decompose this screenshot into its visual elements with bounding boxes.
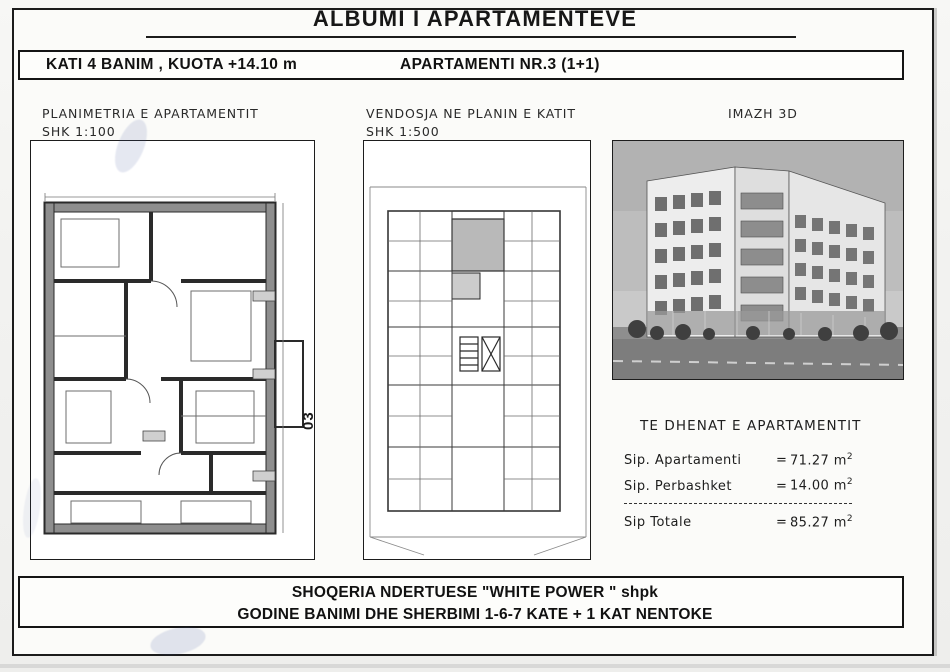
- page-title: ALBUMI I APARTAMENTEVE: [312, 6, 638, 31]
- building-render-graphic: [613, 141, 904, 380]
- data-eq-1: =: [776, 478, 787, 494]
- data-value-shared-area: 14.00 $m^2$: [790, 477, 853, 494]
- floor-key-plan-drawing: [364, 141, 591, 560]
- site-caption: [366, 106, 576, 139]
- render-3d-panel: [612, 140, 904, 380]
- data-separator: [624, 503, 852, 504]
- data-row-shared-area: [624, 477, 904, 493]
- site-caption-text: VENDOSJA NE PLANIN E KATIT: [366, 106, 576, 121]
- plan-caption-text: PLANIMETRIA E APARTAMENTIT: [42, 106, 259, 121]
- data-eq-0: =: [776, 453, 787, 469]
- header-apartment-label: APARTAMENTI NR.3 (1+1): [400, 56, 600, 73]
- data-label-apartment-area: Sip. Apartamenti: [624, 453, 742, 469]
- render-3d-image: [613, 141, 903, 379]
- plan-side-label: 03: [300, 411, 317, 430]
- scan-streak: [0, 664, 950, 668]
- data-eq-2: =: [776, 514, 787, 530]
- data-label-shared-area: Sip. Perbashket: [624, 478, 732, 494]
- data-value-apartment-area: 71.27 $m^2$: [790, 452, 853, 469]
- title-underline: [146, 36, 796, 38]
- render-caption: [728, 106, 798, 121]
- plan-caption: [42, 106, 259, 139]
- floor-key-plan-panel: [363, 140, 591, 560]
- scan-streak: [934, 8, 937, 656]
- apartment-data-table: [624, 452, 904, 539]
- data-label-total-area: Sip Totale: [624, 514, 692, 530]
- data-value-total-area: 85.27 $m^2$: [790, 513, 853, 530]
- floor-plan-drawing: [31, 141, 315, 560]
- apartment-data-title: TE DHENAT E APARTAMENTIT: [640, 418, 862, 434]
- header-floor-label: KATI 4 BANIM , KUOTA +14.10 m: [46, 56, 298, 73]
- render-caption-text: IMAZH 3D: [728, 106, 798, 121]
- floor-plan-panel: [30, 140, 315, 560]
- footer-project-description: GODINE BANIMI DHE SHERBIMI 1-6-7 KATE + 1 KAT NENTOKE: [237, 606, 713, 623]
- plan-scale-text: SHK 1:100: [42, 124, 116, 139]
- footer-company-name: SHOQERIA NDERTUESE "WHITE POWER " shpk: [291, 584, 659, 601]
- data-row-total-area: [624, 514, 904, 530]
- data-row-apartment-area: [624, 452, 904, 468]
- site-scale-text: SHK 1:500: [366, 124, 440, 139]
